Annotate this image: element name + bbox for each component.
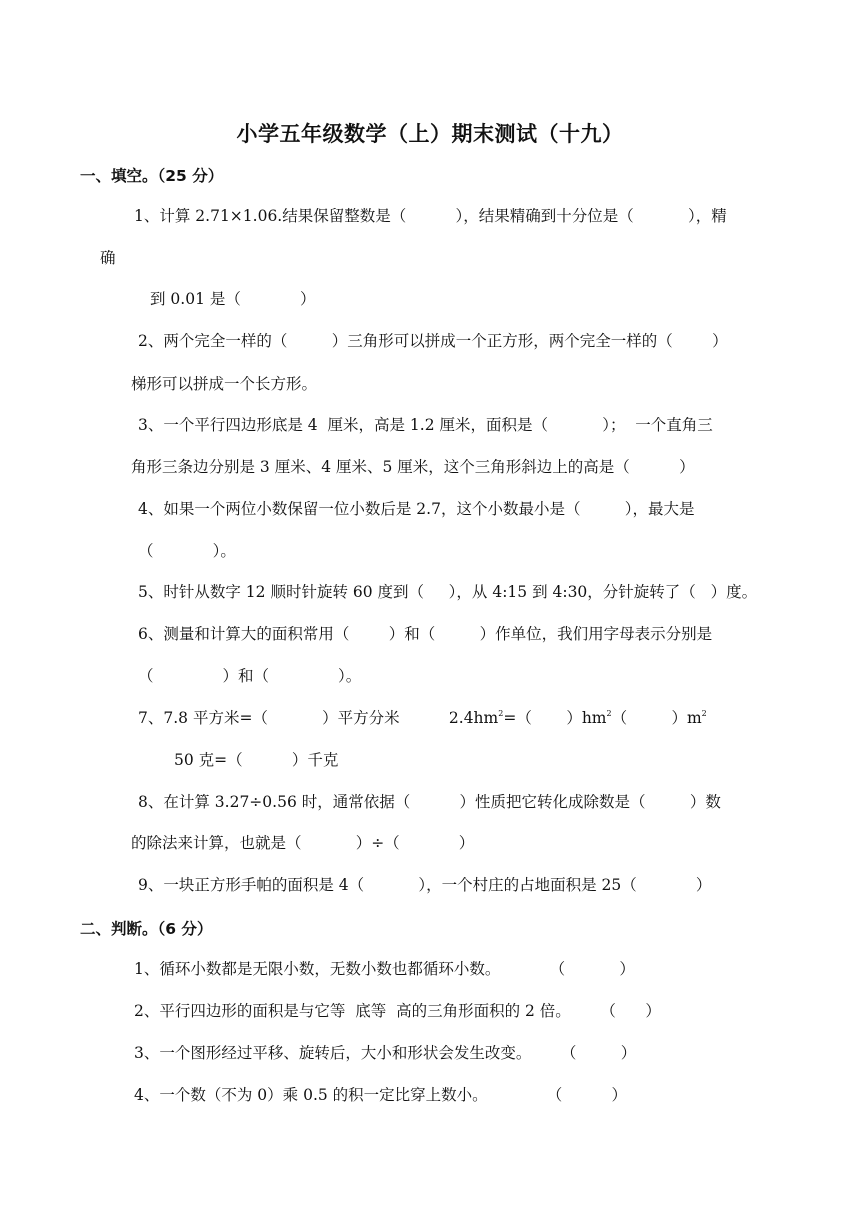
question-7-part-1: 7、7.8 平方米=（ ）平方分米 <box>138 709 400 727</box>
question-2-line-1: 2、两个完全一样的（ ）三角形可以拼成一个正方形，两个完全一样的（ ） <box>138 332 728 350</box>
section-1-heading: 一、填空。（25 分） <box>80 167 224 185</box>
question-7-line-1 <box>138 708 707 728</box>
question-3-line-1: 3、一个平行四边形底是 4 厘米，高是 1.2 厘米，面积是（ ）； 一个直角三 <box>138 416 713 434</box>
question-3-line-2: 角形三条边分别是 3 厘米、4 厘米、5 厘米，这个三角形斜边上的高是（ ） <box>131 458 695 476</box>
question-7-part-2: $2.4hm^2=$（ ）$hm^2$（ ）$m^2$ <box>448 709 707 727</box>
question-1-line-1: 1、计算 2.71×1.06.结果保留整数是（ ），结果精确到十分位是（ ），精 <box>134 207 727 225</box>
question-1-line-3: 到 0.01 是（ ） <box>150 290 316 308</box>
question-4-line-2: （ ）。 <box>138 542 236 560</box>
question-6-line-2: （ ）和（ ）。 <box>138 667 362 685</box>
question-9-line-1: 9、一块正方形手帕的面积是 4（ ），一个村庄的占地面积是 25（ ） <box>138 876 712 894</box>
question-4-line-1: 4、如果一个两位小数保留一位小数后是 2.7，这个小数最小是（ ），最大是 <box>138 500 695 518</box>
question-6-line-1: 6、测量和计算大的面积常用（ ）和（ ）作单位，我们用字母表示分别是 <box>138 625 713 643</box>
judgement-item-4: 4、一个数（不为 0）乘 0.5 的积一定比穿上数小。 （ ） <box>134 1086 628 1104</box>
judgement-item-3: 3、一个图形经过平移、旋转后，大小和形状会发生改变。 （ ） <box>134 1044 637 1062</box>
question-5-line-1: 5、时针从数字 12 顺时针旋转 60 度到（ ），从 4:15 到 4:30，分针旋转了（ ）度。 <box>138 583 758 601</box>
question-1-line-2: 确 <box>100 249 116 267</box>
page-title: 小学五年级数学（上）期末测试（十九） <box>236 122 624 146</box>
question-2-line-2: 梯形可以拼成一个长方形。 <box>131 375 318 393</box>
question-8-line-2: 的除法来计算，也就是（ ）÷（ ） <box>131 834 475 852</box>
judgement-item-1: 1、循环小数都是无限小数，无数小数也都循环小数。 （ ） <box>134 960 635 978</box>
section-2-heading: 二、判断。（6 分） <box>80 920 213 938</box>
question-8-line-1: 8、在计算 3.27÷0.56 时，通常依据（ ）性质把它转化成除数是（ ）数 <box>138 793 721 811</box>
judgement-item-2: 2、平行四边形的面积是与它等 底等 高的三角形面积的 2 倍。 （ ） <box>134 1002 661 1020</box>
question-7-line-2: 50 克=（ ）千克 <box>174 751 339 769</box>
